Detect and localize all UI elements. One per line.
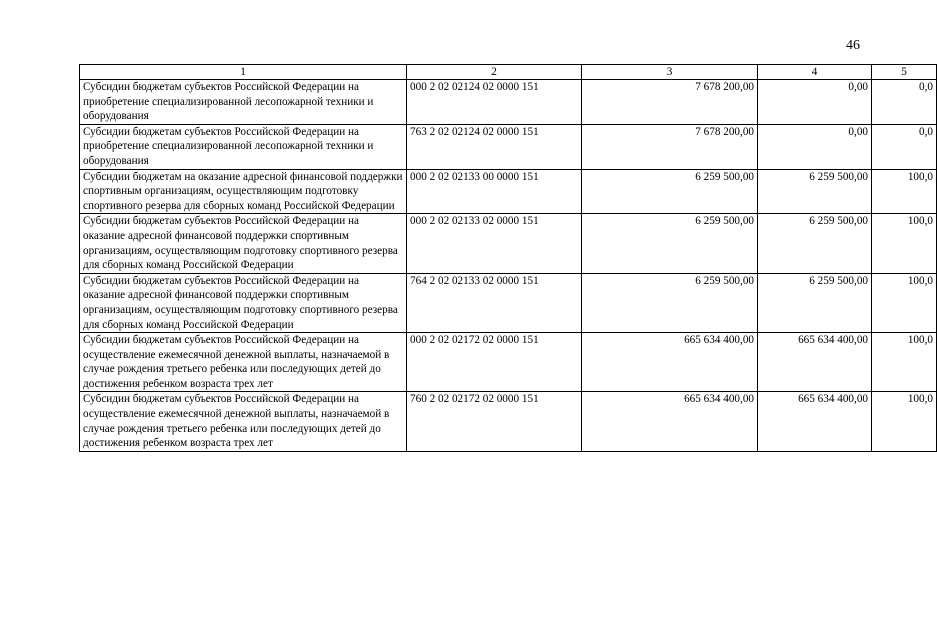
row-actual: 665 634 400,00 (758, 333, 872, 392)
column-header-5: 5 (872, 65, 937, 80)
row-name: Субсидии бюджетам субъектов Российской Федерации на осуществление ежемесячной денежной выплаты, назначаемой в случае рождения третьего ребенка или последующих детей до достижения ребенком возраста трех лет (80, 392, 407, 451)
row-actual: 665 634 400,00 (758, 392, 872, 451)
row-plan: 6 259 500,00 (582, 214, 758, 273)
row-plan: 6 259 500,00 (582, 169, 758, 214)
row-plan: 7 678 200,00 (582, 80, 758, 125)
table-row (80, 333, 937, 392)
table-row (80, 214, 937, 273)
row-actual: 6 259 500,00 (758, 214, 872, 273)
table-row (80, 169, 937, 214)
column-header-4: 4 (758, 65, 872, 80)
row-name: Субсидии бюджетам субъектов Российской Федерации на приобретение специализированной лесопожарной техники и оборудования (80, 124, 407, 169)
row-plan: 6 259 500,00 (582, 273, 758, 332)
row-percent: 100,0 (872, 392, 937, 451)
column-header-2: 2 (407, 65, 582, 80)
budget-table (79, 64, 937, 452)
row-code: 764 2 02 02133 02 0000 151 (407, 273, 582, 332)
row-percent: 0,0 (872, 80, 937, 125)
page-number: 46 (846, 38, 860, 53)
row-percent: 0,0 (872, 124, 937, 169)
table-row (80, 124, 937, 169)
row-code: 000 2 02 02133 00 0000 151 (407, 169, 582, 214)
row-code: 763 2 02 02124 02 0000 151 (407, 124, 582, 169)
table-row (80, 80, 937, 125)
column-header-1: 1 (80, 65, 407, 80)
column-header-3: 3 (582, 65, 758, 80)
row-code: 000 2 02 02172 02 0000 151 (407, 333, 582, 392)
row-percent: 100,0 (872, 169, 937, 214)
table-row (80, 392, 937, 451)
row-percent: 100,0 (872, 333, 937, 392)
row-plan: 7 678 200,00 (582, 124, 758, 169)
row-name: Субсидии бюджетам субъектов Российской Федерации на приобретение специализированной лесопожарной техники и оборудования (80, 80, 407, 125)
row-name: Субсидии бюджетам на оказание адресной финансовой поддержки спортивным организациям, осуществляющим подготовку спортивного резерва для сборных команд Российской Федерации (80, 169, 407, 214)
row-plan: 665 634 400,00 (582, 333, 758, 392)
row-code: 000 2 02 02133 02 0000 151 (407, 214, 582, 273)
row-name: Субсидии бюджетам субъектов Российской Федерации на оказание адресной финансовой поддержки спортивным организациям, осуществляющим подготовку спортивного резерва для сборных команд Российской Федерации (80, 273, 407, 332)
row-name: Субсидии бюджетам субъектов Российской Федерации на оказание адресной финансовой поддержки спортивным организациям, осуществляющим подготовку спортивного резерва для сборных команд Российской Федерации (80, 214, 407, 273)
row-percent: 100,0 (872, 214, 937, 273)
table-row (80, 273, 937, 332)
row-actual: 6 259 500,00 (758, 169, 872, 214)
row-plan: 665 634 400,00 (582, 392, 758, 451)
row-actual: 6 259 500,00 (758, 273, 872, 332)
row-code: 000 2 02 02124 02 0000 151 (407, 80, 582, 125)
row-actual: 0,00 (758, 80, 872, 125)
header-row (80, 65, 937, 80)
row-percent: 100,0 (872, 273, 937, 332)
row-actual: 0,00 (758, 124, 872, 169)
row-name: Субсидии бюджетам субъектов Российской Федерации на осуществление ежемесячной денежной выплаты, назначаемой в случае рождения третьего ребенка или последующих детей до достижения ребенком возраста трех лет (80, 333, 407, 392)
row-code: 760 2 02 02172 02 0000 151 (407, 392, 582, 451)
